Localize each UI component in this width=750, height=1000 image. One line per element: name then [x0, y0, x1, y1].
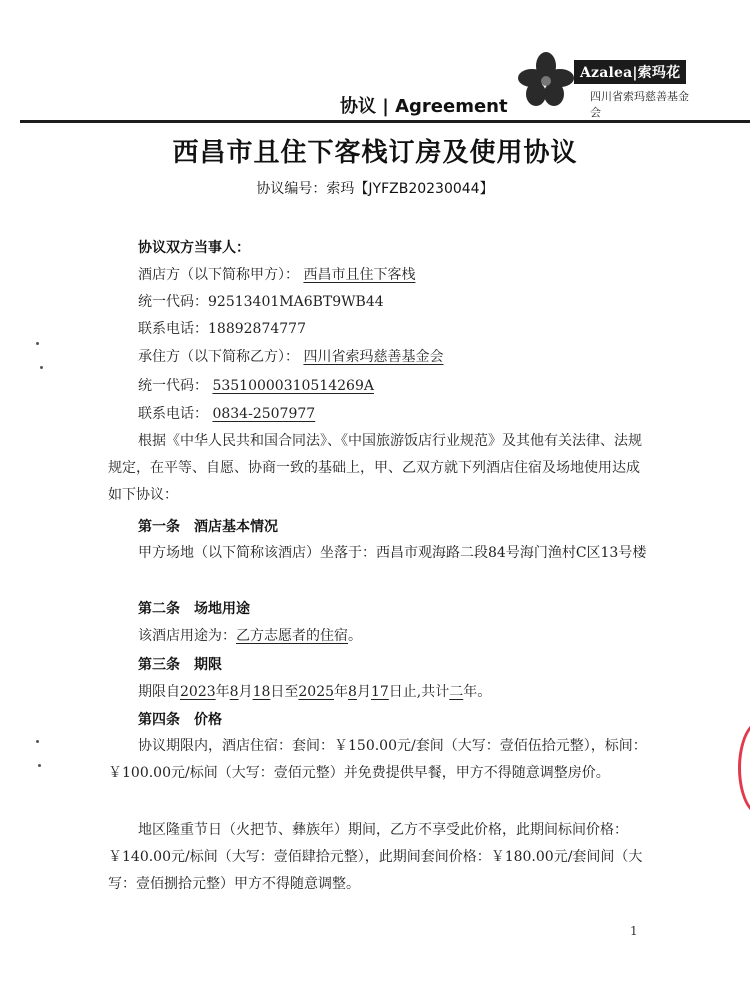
- article-2-suffix: 。: [348, 628, 362, 644]
- article-1-body: 甲方场地（以下简称该酒店）坐落于：西昌市观海路二段84号海门渔村C区13号楼: [138, 545, 647, 561]
- parties-heading: 协议双方当事人：: [138, 240, 250, 256]
- party-b-code: 53510000310514269A: [212, 378, 374, 394]
- article-3-text: 日止,共计: [388, 684, 450, 700]
- article-3-text: 年: [215, 684, 230, 700]
- start-year: 2023: [180, 684, 216, 700]
- party-b-phone: 0834-2507977: [212, 406, 316, 422]
- end-month: 8: [348, 684, 357, 700]
- article-3-body: [138, 682, 491, 702]
- article-2-prefix: 该酒店用途为：: [138, 628, 236, 644]
- article-3-text: 月: [356, 684, 371, 700]
- article-4-title: 第四条 价格: [138, 712, 222, 728]
- start-day: 18: [252, 684, 271, 700]
- article-2-title: 第二条 场地用途: [138, 601, 250, 617]
- article-3-text: 年: [334, 684, 349, 700]
- party-b-name: 四川省索玛慈善基金会: [303, 349, 444, 365]
- end-day: 17: [370, 684, 389, 700]
- term-years: 二: [449, 684, 464, 700]
- party-a-phone: 联系电话：18892874777: [138, 321, 306, 337]
- party-b-label: 承住方（以下简称乙方）：: [138, 349, 299, 365]
- seal-stamp-edge: [738, 720, 750, 816]
- scan-speck: [36, 342, 39, 345]
- party-a-label: 酒店方（以下简称甲方）：: [138, 267, 299, 283]
- scan-speck: [40, 366, 43, 369]
- intro-paragraph: 根据《中华人民共和国合同法》、《中国旅游饭店行业规范》及其他有关法律、法规规定，在平等、自愿、协商一致的基础上，甲、乙双方就下列酒店住宿及场地使用达成如下协议：: [108, 433, 642, 503]
- party-a-row: [138, 265, 415, 285]
- article-2-body: [138, 626, 362, 646]
- agreement-header: [20, 96, 750, 128]
- party-b-phone-label: 联系电话：: [138, 406, 208, 422]
- article-3-text: 月: [238, 684, 253, 700]
- document-number: 协议编号：索玛【JYFZB20230044】: [256, 181, 494, 197]
- scan-speck: [38, 764, 41, 767]
- scan-speck: [36, 740, 39, 743]
- article-3-text: 期限自: [138, 684, 180, 700]
- article-4-paragraph-1: 协议期限内，酒店住宿：套间：￥150.00元/套间（大写：壹佰伍拾元整），标间：￥100.00元/标间（大写：壹佰元整）并免费提供早餐，甲方不得随意调整房价。: [108, 738, 647, 781]
- party-a-name: 西昌市且住下客栈: [303, 267, 416, 283]
- article-2-value: 乙方志愿者的住宿: [236, 628, 348, 644]
- article-3-title: 第三条 期限: [138, 657, 222, 673]
- party-a-code: 统一代码：92513401MA6BT9WB44: [138, 294, 384, 310]
- article-1-title: 第一条 酒店基本情况: [138, 519, 278, 535]
- party-b-row: [138, 347, 443, 367]
- party-b-code-row: [138, 376, 374, 396]
- party-b-code-label: 统一代码：: [138, 378, 208, 394]
- end-year: 2025: [298, 684, 335, 700]
- logo-brand-en: Azalea|索玛花: [574, 60, 686, 84]
- header-label: 协议 | Agreement: [328, 96, 520, 118]
- article-4-paragraph-2: 地区隆重节日（火把节、彝族年）期间，乙方不享受此价格，此期间标间价格：￥140.00元/标间（大写：壹佰肆拾元整），此期间套间价格：￥180.00元/套间间（大写：壹佰捌拾元整）甲方不得随意调整。: [108, 822, 643, 892]
- article-3-text: 年。: [463, 684, 492, 700]
- start-month: 8: [229, 684, 239, 700]
- article-3-text: 日至: [270, 684, 299, 700]
- party-b-phone-row: [138, 404, 315, 424]
- page-number: 1: [630, 924, 638, 938]
- logo-brand-cn: 四川省索玛慈善基金会: [590, 90, 689, 119]
- document-title: 西昌市且住下客栈订房及使用协议: [172, 138, 578, 168]
- header-rule: [20, 120, 750, 123]
